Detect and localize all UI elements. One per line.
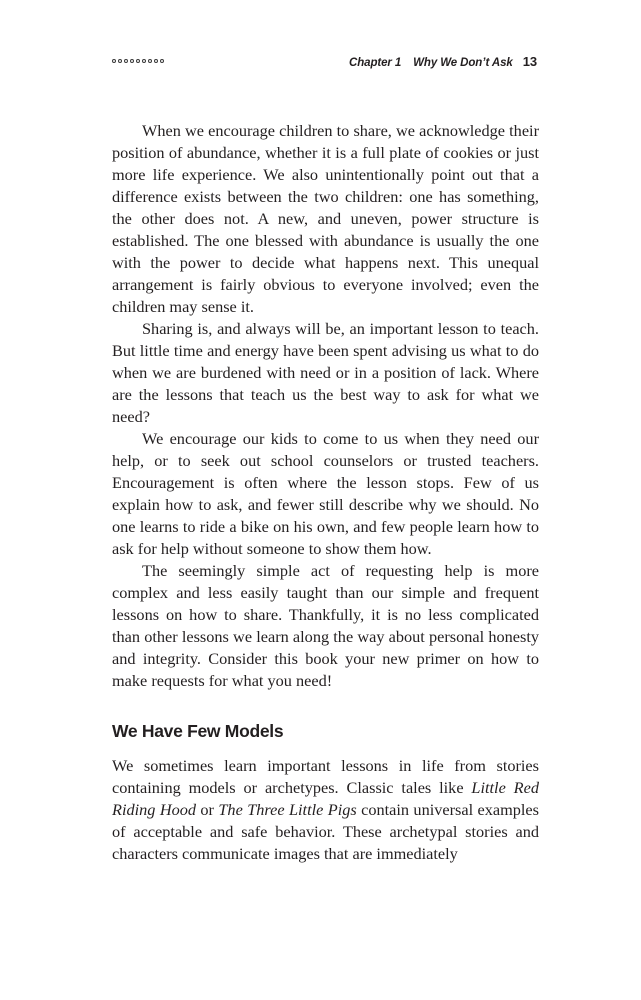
ornament-dot — [124, 59, 128, 63]
paragraph: When we encourage children to share, we acknowledge their position of abundance, whether it is a full plate of cookies or just more life experience. We also unintentionally point out that a difference exists between the two children: one has something, the other does not. A new, and uneven, power structure is established. The one blessed with abundance is usually the one with the power to decide what happens next. This unequal arrangement is fairly obvious to everyone involved; even the children may sense it. — [112, 121, 539, 316]
running-head-text — [349, 54, 537, 69]
ornament-dot — [112, 59, 116, 63]
page-number: 13 — [522, 54, 537, 69]
page-body — [112, 120, 539, 865]
ornament-dot — [118, 59, 122, 63]
section-text-end: contain universal examples of acceptable and safe behavior. These archetypal stories and characters communicate images that are immediately — [112, 800, 539, 863]
ornament-dots — [112, 59, 164, 63]
ornament-dot — [136, 59, 140, 63]
section-text-start: We sometimes learn important lessons in life from stories containing models or archetypes. Classic tales like — [112, 756, 539, 797]
section-heading: We Have Few Models — [112, 721, 284, 741]
section-paragraph — [112, 755, 539, 865]
ornament-dot — [142, 59, 146, 63]
chapter-title: Why We Don’t Ask — [413, 57, 513, 69]
paragraph: Sharing is, and always will be, an important lesson to teach. But little time and energy have been spent advising us what to do when we are burdened with need or in a position of lack. Where are the lessons that teach us the best way to ask for what we need? — [112, 319, 539, 426]
section-text-connector: or — [196, 800, 219, 819]
paragraph: The seemingly simple act of requesting help is more complex and less easily taught than our simple and frequent lessons on how to share. Thankfully, it is no less complicated than other lessons we learn along the way about personal honesty and integrity. Consider this book your new primer on how to make requests for what you need! — [112, 561, 539, 690]
chapter-label: Chapter 1 — [349, 57, 402, 69]
paragraph: We encourage our kids to come to us when they need our help, or to seek out school counselors or trusted teachers. Encouragement is often where the lesson stops. Few of us explain how to ask, and fewer still describe why we should. No one learns to ride a bike on his own, and few people learn how to ask for help without someone to show them how. — [112, 429, 539, 558]
ornament-dot — [148, 59, 152, 63]
ornament-dot — [130, 59, 134, 63]
ornament-dot — [154, 59, 158, 63]
book-title-little-red-riding-hood: Little Red Riding Hood — [112, 778, 539, 819]
book-title-three-little-pigs: The Three Little Pigs — [218, 800, 357, 819]
ornament-dot — [160, 59, 164, 63]
running-header — [112, 54, 537, 74]
